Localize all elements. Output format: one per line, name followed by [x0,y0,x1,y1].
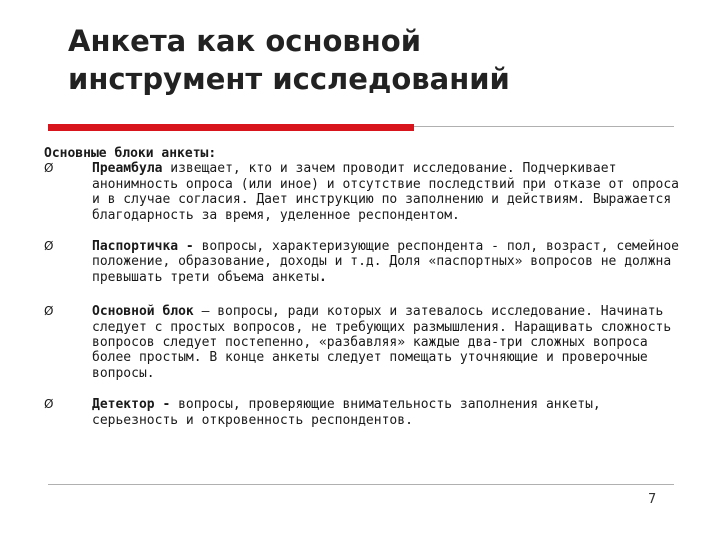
term-preamble: Преамбула [92,161,163,177]
arrowhead-bullet-icon: Ø [44,239,54,254]
term-detector: Детектор - [92,397,171,413]
arrowhead-bullet-icon: Ø [44,304,54,319]
list-item-passport [44,239,694,285]
arrowhead-bullet-icon: Ø [44,161,54,176]
list-item-text [92,239,694,285]
arrowhead-bullet-icon: Ø [44,397,54,412]
description-main-block: — вопросы, ради которых и затевалось исследование. Начинать следует с простых вопросов, не требующих размышления. Наращивать сложность вопросов следует постепенно, «разбавляя» каждые два-три сложных вопроса более простым. В конце анкеты следует помещать уточняющие и проверочные вопросы. [92,304,672,381]
list-item-main-block [44,304,694,381]
description-passport: вопросы, характеризующие респондента - пол, возраст, семейное положение, образование, доходы и т.д. Доля «паспортных» вопросов не должна превышать трети объема анкеты [92,239,680,285]
list-item-text [92,304,694,381]
slide-title-line-2: инструмент исследований [68,62,510,96]
description-passport-end: . [318,269,327,285]
section-heading: Основные блоки анкеты: [44,146,217,161]
slide-title-line-1: Анкета как основной [68,24,422,58]
description-detector: вопросы, проверяющие внимательность заполнения анкеты, серьезность и откровенность респондентов. [92,397,601,428]
footer-divider-line [48,484,674,485]
description-preamble: извещает, кто и зачем проводит исследование. Подчеркивает анонимность опроса (или иное) и отсутствие последствий при отказе от опроса и в случае согласия. Дает инструкцию по заполнению и действиям. Выражается благодарность за время, уделенное респондентом. [92,161,679,223]
slide-body [44,146,694,428]
list-item-text [92,397,694,428]
list-item-detector [44,397,694,428]
list-item-preamble [44,161,694,223]
list-item-text [92,161,694,223]
term-main-block: Основной блок [92,304,194,320]
title-accent-bar [48,124,414,131]
page-number: 7 [648,492,657,507]
term-passport: Паспортичка - [92,239,194,255]
slide-title [68,22,668,98]
